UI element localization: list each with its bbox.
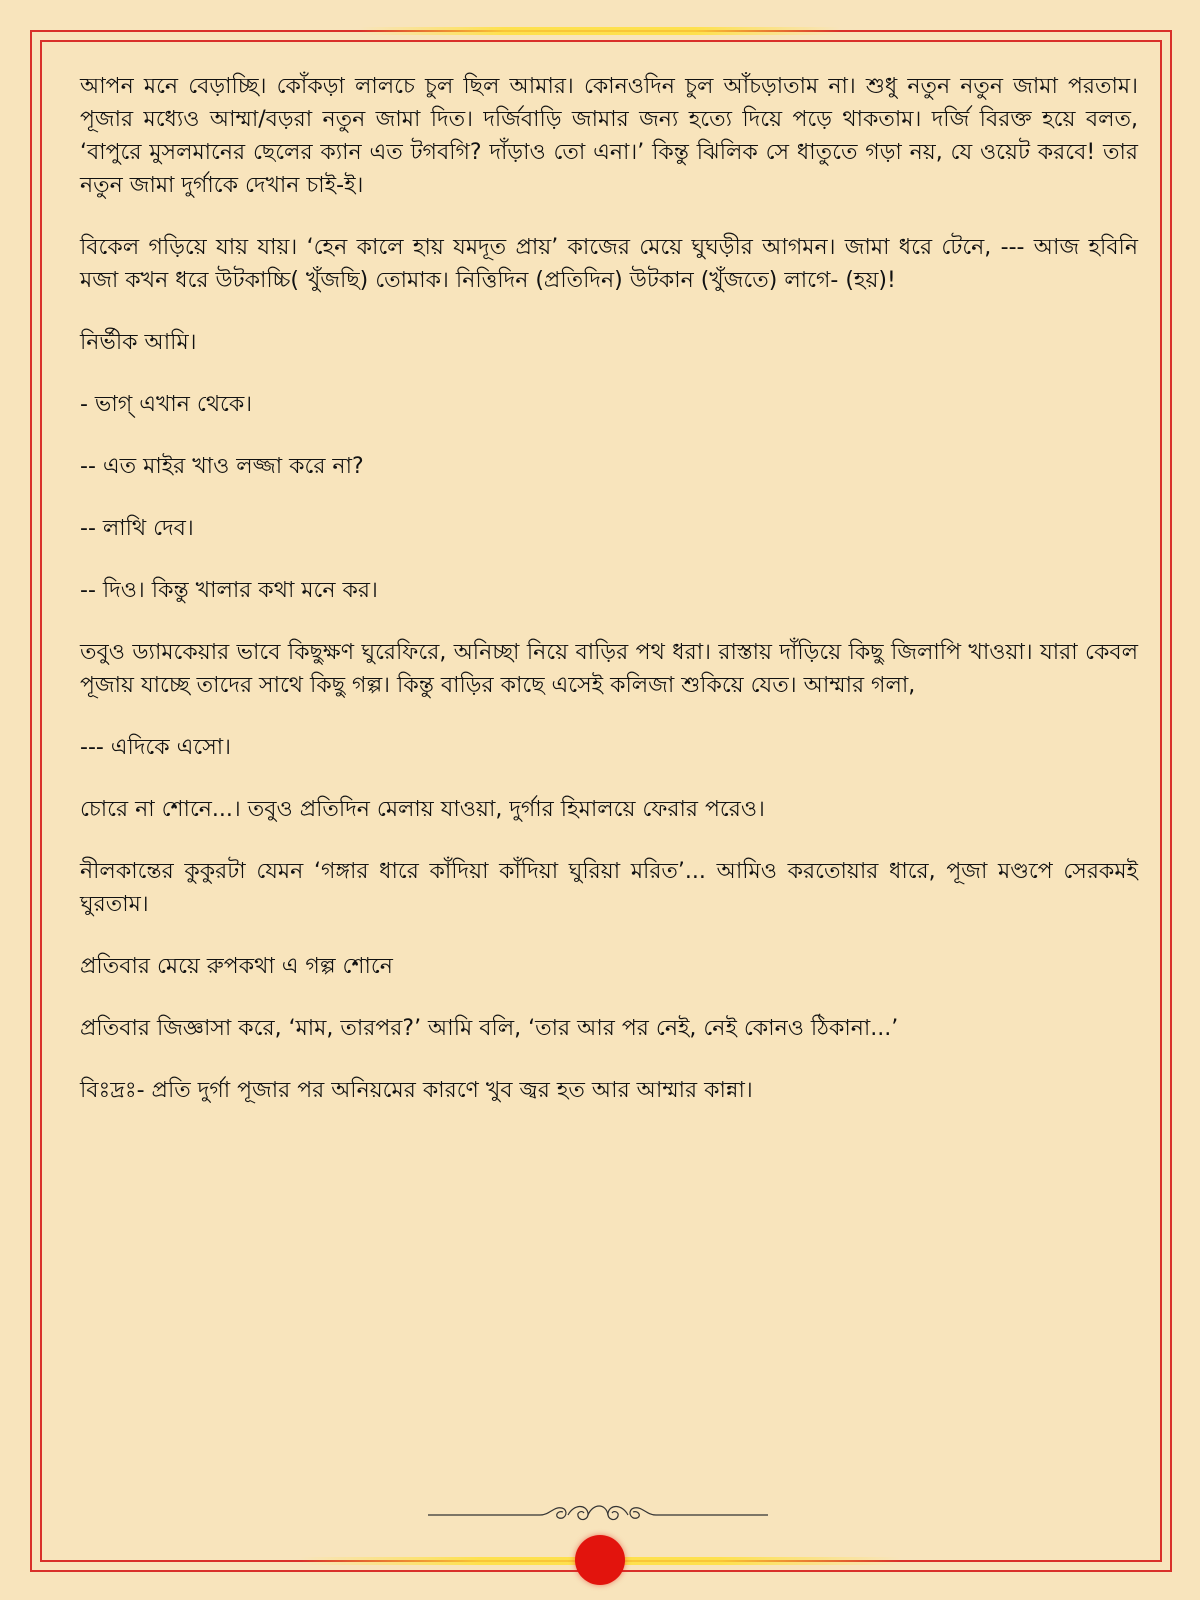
paragraph-9: --- এদিকে এসো।	[80, 735, 231, 760]
paragraph-3: নির্ভীক আমি।	[80, 330, 197, 355]
paragraph-12: প্রতিবার মেয়ে রুপকথা এ গল্প শোনে	[80, 954, 393, 979]
paragraph-8: তবুও ড্যামকেয়ার ভাবে কিছুক্ষণ ঘুরেফিরে, অনিচ্ছা নিয়ে বাড়ির পথ ধরা। রাস্তায় দাঁড়িয়ে কিছু জিলাপি খাওয়া। যারা কেবল পূজায় যাচ্ছে তাদের সাথে কিছু গল্প। কিন্তু বাড়ির কাছে এসেই কলিজা শুকিয়ে যেত। আম্মার গলা,	[80, 640, 1138, 698]
paragraph-5: -- এত মাইর খাও লজ্জা করে না?	[80, 454, 364, 479]
paragraph-10: চোরে না শোনে...। তবুও প্রতিদিন মেলায় যাওয়া, দুর্গার হিমালয়ে ফেরার পরেও।	[80, 797, 765, 822]
paragraph-1: আপন মনে বেড়াচ্ছি। কোঁকড়া লালচে চুল ছিল আমার। কোনওদিন চুল আঁচড়াতাম না। শুধু নতুন নতুন জামা পরতাম। পূজার মধ্যেও আম্মা/বড়রা নতুন জামা দিত। দর্জিবাড়ি জামার জন্য হত্যে দিয়ে পড়ে থাকতাম। দর্জি বিরক্ত হয়ে বলত, ‘বাপুরে মুসলমানের ছেলের ক্যান এত টগবগি? দাঁড়াও তো এনা।’ কিন্তু ঝিলিক সে ধাতুতে গড়া নয়, যে ওয়েট করবে! তার নতুন জামা দুর্গাকে দেখান চাই-ই।	[80, 74, 1138, 198]
story-text	[80, 70, 1138, 1136]
paragraph-11: নীলকান্তের কুকুরটা যেমন ‘গঙ্গার ধারে কাঁদিয়া কাঁদিয়া ঘুরিয়া মরিত’... আমিও করতোয়ার ধারে, পূজা মণ্ডপে সেরকমই ঘুরতাম।	[80, 859, 1138, 917]
paragraph-14: বিঃদ্রঃ- প্রতি দুর্গা পূজার পর অনিয়মের কারণে খুব জ্বর হত আর আম্মার কান্না।	[80, 1078, 753, 1103]
paragraph-4: - ভাগ্ এখান থেকে।	[80, 392, 253, 417]
paragraph-6: -- লাথি দেব।	[80, 516, 194, 541]
flourish-divider-icon	[428, 1500, 768, 1530]
paragraph-7: -- দিও। কিন্তু খালার কথা মনে কর।	[80, 578, 378, 603]
paragraph-13: প্রতিবার জিজ্ঞাসা করে, ‘মাম, তারপর?’ আমি বলি, ‘তার আর পর নেই, নেই কোনও ঠিকানা...’	[80, 1016, 899, 1041]
paragraph-2: বিকেল গড়িয়ে যায় যায়। ‘হেন কালে হায় যমদূত প্রায়’ কাজের মেয়ে ঘুঘড়ীর আগমন। জামা ধরে টেনে, --- আজ হবিনি মজা কখন ধরে উটকাচ্চি( খুঁজছি) তোমাক। নিত্তিদিন (প্রতিদিন) উটকান (খুঁজতে) লাগে- (হয়)!	[80, 235, 1138, 293]
border-glow-top	[360, 27, 840, 35]
red-dot-ornament	[575, 1535, 625, 1585]
